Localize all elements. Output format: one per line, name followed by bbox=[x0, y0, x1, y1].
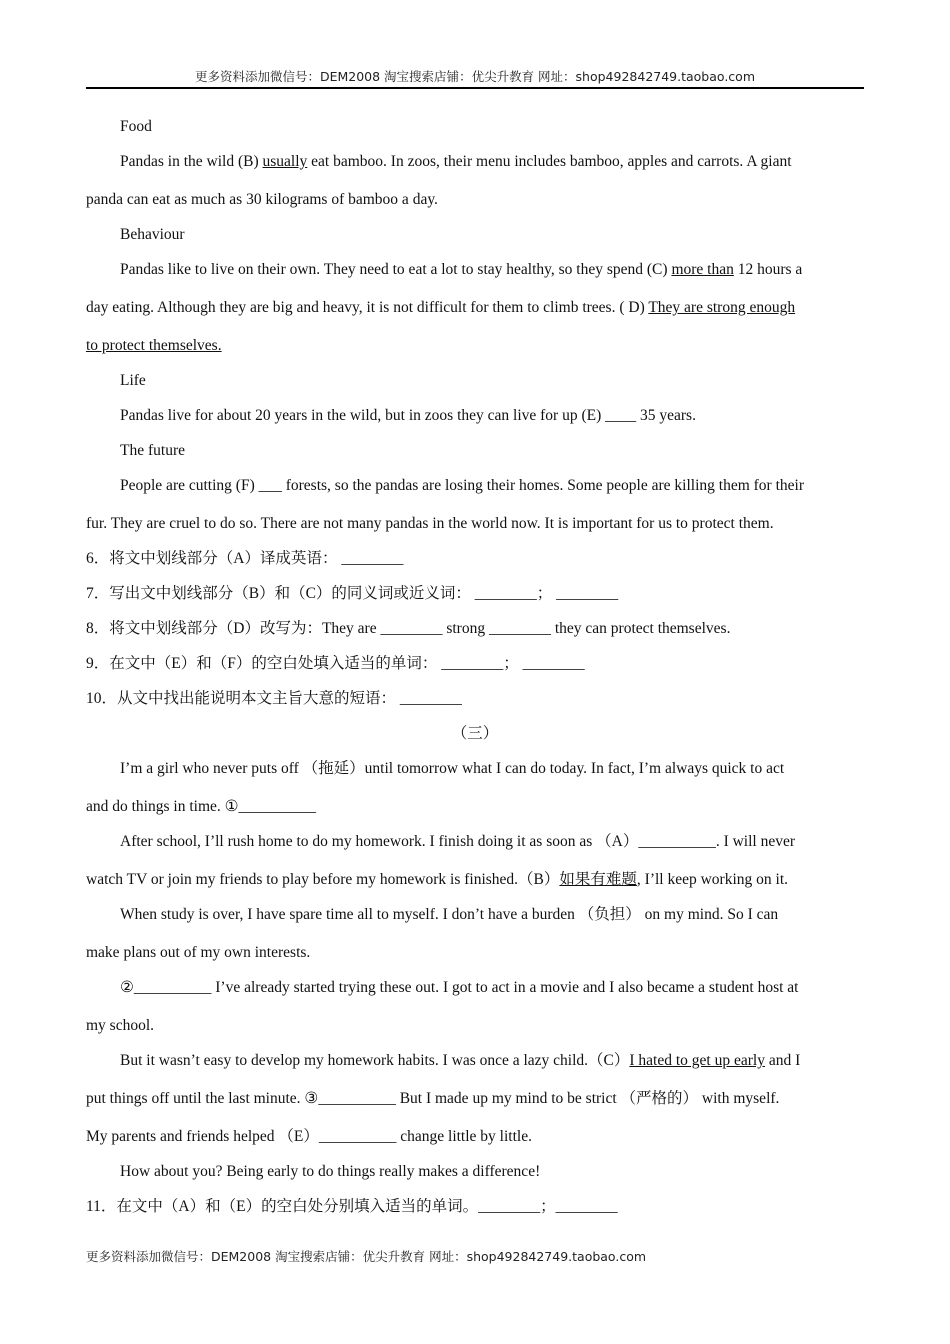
paragraph-line: put things off until the last minute. ③__________ But I made up my mind to be strict （严格的） with myself. bbox=[86, 1090, 780, 1107]
paragraph-line: and do things in time. ①__________ bbox=[86, 798, 317, 815]
question-6: 6．将文中划线部分（A）译成英语： ________ bbox=[86, 550, 404, 567]
paragraph-line: My parents and friends helped （E）__________ change little by little. bbox=[86, 1128, 532, 1145]
question-9: 9．在文中（E）和（F）的空白处填入适当的单词： ________； ________ bbox=[86, 655, 585, 672]
question-10: 10．从文中找出能说明本文主旨大意的短语： ________ bbox=[86, 690, 462, 707]
paragraph-line: Pandas like to live on their own. They need to eat a lot to stay healthy, so they spend (C) more than 12 hours a bbox=[120, 261, 803, 278]
paragraph-line: But it wasn’t easy to develop my homework habits. I was once a lazy child.（C）I hated to get up early and I bbox=[120, 1052, 801, 1069]
underlined-b: usually bbox=[262, 153, 308, 170]
paragraph-line: my school. bbox=[86, 1017, 155, 1034]
section-title: （三） bbox=[451, 725, 499, 742]
page-footer: 更多资料添加微信号：DEM2008 淘宝搜索店铺：优尖升教育 网址：shop492842749.taobao.com bbox=[86, 1249, 647, 1264]
paragraph-line: After school, I’ll rush home to do my homework. I finish doing it as soon as （A）__________. I will never bbox=[120, 833, 796, 850]
paragraph-line: ②__________ I’ve already started trying these out. I got to act in a movie and I also became a student host at bbox=[120, 979, 799, 996]
underlined-d: They are strong enough bbox=[648, 299, 796, 316]
paragraph-line: watch TV or join my friends to play before my homework is finished.（B）如果有难题, I’ll keep working on it. bbox=[86, 871, 789, 888]
paragraph-line: day eating. Although they are big and heavy, it is not difficult for them to climb trees. ( D) They are strong enough bbox=[86, 299, 796, 316]
question-11: 11．在文中（A）和（E）的空白处分别填入适当的单词。________；________ bbox=[86, 1198, 618, 1215]
document-body bbox=[86, 112, 864, 1227]
underlined-b3: 如果有难题 bbox=[559, 871, 637, 888]
underlined-c3: I hated to get up early bbox=[629, 1052, 765, 1069]
question-7: 7．写出文中划线部分（B）和（C）的同义词或近义词： ________； ________ bbox=[86, 585, 619, 602]
heading-life: Life bbox=[120, 372, 146, 389]
underlined-d-cont: to protect themselves. bbox=[86, 337, 222, 354]
paragraph-line: When study is over, I have spare time all to myself. I don’t have a burden （负担） on my mind. So I can bbox=[120, 906, 779, 923]
question-8: 8．将文中划线部分（D）改写为：They are ________ strong ________ they can protect themselves. bbox=[86, 620, 731, 637]
paragraph-line bbox=[86, 331, 864, 366]
paragraph-line: How about you? Being early to do things really makes a difference! bbox=[120, 1163, 541, 1180]
paragraph-line: make plans out of my own interests. bbox=[86, 944, 311, 961]
page-header: 更多资料添加微信号：DEM2008 淘宝搜索店铺：优尖升教育 网址：shop492842749.taobao.com bbox=[194, 69, 756, 84]
underlined-c: more than bbox=[671, 261, 734, 278]
heading-behaviour: Behaviour bbox=[120, 226, 185, 243]
paragraph-line: I’m a girl who never puts off （拖延）until tomorrow what I can do today. In fact, I’m always quick to act bbox=[120, 760, 785, 777]
paragraph-line: People are cutting (F) ___ forests, so the pandas are losing their homes. Some people are killing them for their bbox=[120, 477, 804, 494]
heading-food: Food bbox=[120, 118, 152, 135]
header-divider bbox=[86, 87, 864, 89]
paragraph-line: Pandas live for about 20 years in the wild, but in zoos they can live for up (E) ____ 35 years. bbox=[120, 407, 696, 424]
paragraph-line: panda can eat as much as 30 kilograms of bamboo a day. bbox=[86, 191, 438, 208]
heading-future: The future bbox=[120, 442, 185, 459]
paragraph-line: fur. They are cruel to do so. There are not many pandas in the world now. It is important for us to protect them. bbox=[86, 515, 774, 532]
paragraph-line: Pandas in the wild (B) usually eat bamboo. In zoos, their menu includes bamboo, apples and carrots. A giant bbox=[120, 153, 792, 170]
